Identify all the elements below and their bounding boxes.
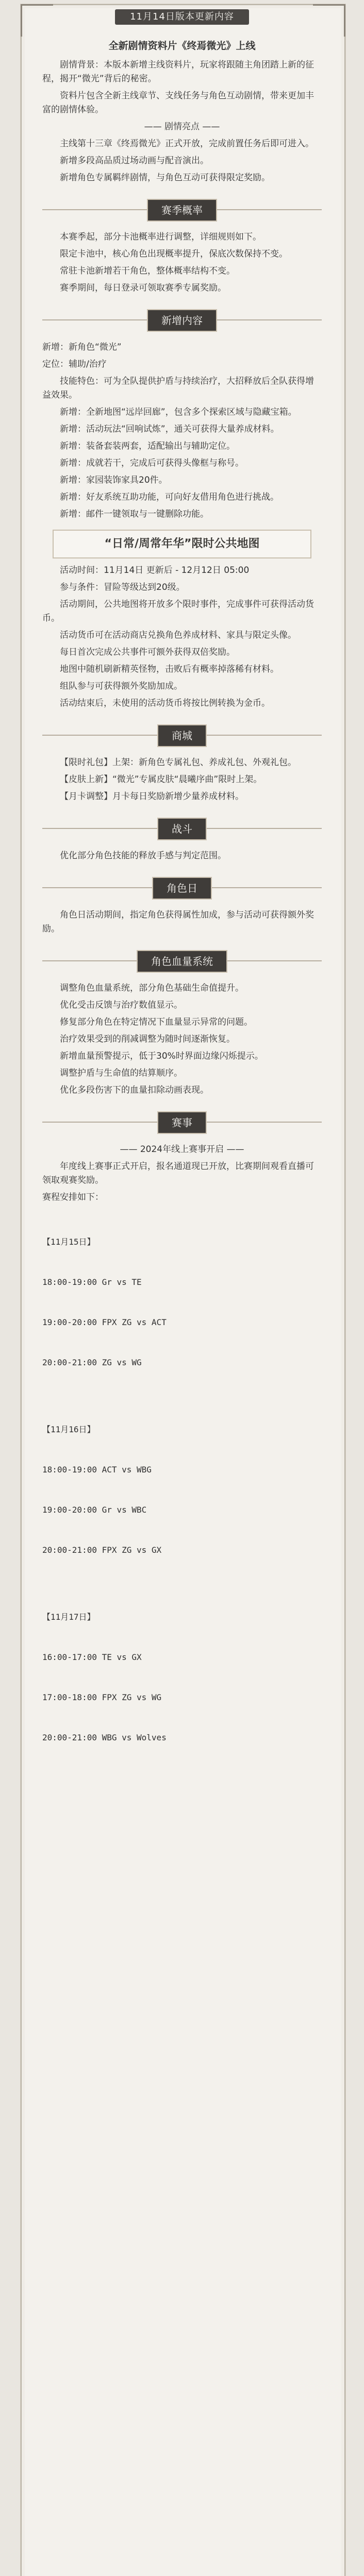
map-paragraph: 组队参与可获得额外奖励加成。 [60,681,183,691]
new-content-item: 新增：全新地图“远岸回廊”，包含多个探索区域与隐藏宝箱。 [60,407,297,417]
new-content-item: 新增：活动玩法“回响试炼”，通关可获得大量养成材料。 [60,424,279,434]
role-opt-paragraph: 新增血量预警提示，低于30%时界面边缘闪烁提示。 [60,1051,263,1061]
season-paragraph: 限定卡池中，核心角色出现概率提升，保底次数保持不变。 [60,249,288,259]
schedule-line: 20:00-21:00 ZG vs WG [42,1358,142,1367]
map-paragraph: 活动时间：11月14日 更新后 - 12月12日 05:00 [60,565,250,575]
version-title-badge: 11月14日版本更新内容 [115,9,249,25]
battle-tag: 战斗 [157,818,207,840]
intro-paragraph: 新增多段高品质过场动画与配音演出。 [60,156,209,166]
intro-paragraph: 剧情背景：本版本新增主线资料片，玩家将跟随主角团踏上新的征程，揭开“微光”背后的秘密。 [42,60,314,84]
intro-title: 全新剧情资料片《终焉微光》上线 [108,40,256,52]
shop-section [42,756,322,804]
new-content-tag: 新增内容 [147,309,217,332]
battle-header [42,813,322,843]
shop-header [42,720,322,750]
season-tag: 赛季概率 [147,199,217,222]
battle-paragraph: 优化部分角色技能的释放手感与判定范围。 [60,851,226,861]
events-header [42,1107,322,1137]
schedule-line: 【11月15日】 [42,1237,95,1247]
battle-section [42,849,322,863]
new-content-section [42,341,322,521]
season-paragraph: 赛季期间，每日登录可领取赛季专属奖励。 [60,283,226,293]
events-paragraph: 年度线上赛事正式开启，报名通道现已开放，比赛期间观看直播可领取观赛奖励。 [42,1161,314,1185]
schedule-line: 19:00-20:00 Gr vs WBC [42,1505,147,1515]
shop-paragraph: 【限时礼包】上架：新角色专属礼包、养成礼包、外观礼包。 [60,757,296,768]
shop-tag: 商城 [157,724,207,747]
map-paragraph: 地图中随机刷新精英怪物，击败后有概率掉落稀有材料。 [60,664,279,674]
role-opt-paragraph: 优化受击反馈与治疗数值显示。 [60,1000,183,1010]
role-opt-section [42,981,322,1097]
role-day-tag: 角色日 [152,877,212,900]
schedule-line: 20:00-21:00 FPX ZG vs GX [42,1545,162,1555]
events-tag: 赛事 [157,1111,207,1134]
events-section [42,1143,322,1771]
new-content-item: 新增：邮件一键领取与一键删除功能。 [60,509,209,519]
intro-paragraph: 资料片包含全新主线章节、支线任务与角色互动剧情，带来更加丰富的剧情体验。 [42,91,314,115]
frame-corner-top-right [313,4,345,37]
role-opt-tag: 角色血量系统 [137,950,227,973]
intro-subheading: —— 剧情亮点 —— [144,122,220,132]
role-day-paragraph: 角色日活动期间，指定角色获得属性加成，参与活动可获得额外奖励。 [42,910,314,934]
schedule-line: 16:00-17:00 TE vs GX [42,1652,142,1662]
schedule-line: 17:00-18:00 FPX ZG vs WG [42,1692,162,1702]
role-opt-paragraph: 优化多段伤害下的血量扣除动画表现。 [60,1085,209,1095]
role-day-section [42,908,322,936]
match-schedule [42,1209,322,1771]
season-paragraph: 本赛季起，部分卡池概率进行调整，详细规则如下。 [60,232,261,242]
new-content-item: 定位：辅助/治疗 [42,359,107,369]
new-content-item: 新增：好友系统互助功能，可向好友借用角色进行挑战。 [60,492,279,502]
schedule-line: 【11月16日】 [42,1425,95,1434]
schedule-line: 18:00-19:00 Gr vs TE [42,1277,142,1287]
map-paragraph: 活动结束后，未使用的活动货币将按比例转换为金币。 [60,698,270,708]
map-section [42,564,322,710]
role-opt-paragraph: 调整护盾与生命值的结算顺序。 [60,1068,183,1078]
season-header [42,194,322,224]
intro-paragraph: 主线第十三章《终焉微光》正式开放，完成前置任务后即可进入。 [60,139,314,149]
map-paragraph: 每日首次完成公共事件可额外获得双倍奖励。 [60,647,235,657]
season-section [42,230,322,295]
new-content-header [42,304,322,334]
new-content-item: 新增：成就若干，完成后可获得头像框与称号。 [60,458,244,468]
map-banner: “日常/周常年华”限时公共地图 [53,530,311,558]
new-content-item: 新增：新角色“微光” [42,342,122,352]
role-opt-header [42,945,322,975]
intro-paragraph: 新增角色专属羁绊剧情，与角色互动可获得限定奖励。 [60,173,270,183]
schedule-line: 19:00-20:00 FPX ZG vs ACT [42,1317,167,1327]
new-content-item: 技能特色：可为全队提供护盾与持续治疗，大招释放后全队获得增益效果。 [42,376,314,400]
intro-section [42,39,322,185]
map-paragraph: 活动期间，公共地图将开放多个限时事件，完成事件可获得活动货币。 [42,599,314,623]
schedule-line: 18:00-19:00 ACT vs WBG [42,1465,152,1475]
role-opt-paragraph: 调整角色血量系统，部分角色基础生命值提升。 [60,983,244,993]
role-day-header [42,872,322,902]
map-paragraph: 活动货币可在活动商店兑换角色养成材料、家具与限定头像。 [60,630,296,640]
role-opt-paragraph: 治疗效果受到的削减调整为随时间逐渐恢复。 [60,1034,235,1044]
season-paragraph: 常驻卡池新增若干角色，整体概率结构不变。 [60,266,235,276]
schedule-line: 【11月17日】 [42,1612,95,1622]
article-content [42,36,322,1771]
frame-corner-top-left [21,4,53,37]
schedule-line: 20:00-21:00 WBG vs Wolves [42,1733,167,1742]
shop-paragraph: 【皮肤上新】“微光”专属皮肤“晨曦序曲”限时上架。 [60,774,262,785]
role-opt-paragraph: 修复部分角色在特定情况下血量显示异常的问题。 [60,1017,253,1027]
events-paragraph: 赛程安排如下： [42,1192,104,1202]
new-content-item: 新增：装备套装两套，适配输出与辅助定位。 [60,441,235,451]
new-content-item: 新增：家园装饰家具20件。 [60,475,168,485]
shop-paragraph: 【月卡调整】月卡每日奖励新增少量养成材料。 [60,791,244,802]
events-subheading: —— 2024年线上赛事开启 —— [120,1144,244,1155]
map-paragraph: 参与条件：冒险等级达到20级。 [60,582,185,592]
